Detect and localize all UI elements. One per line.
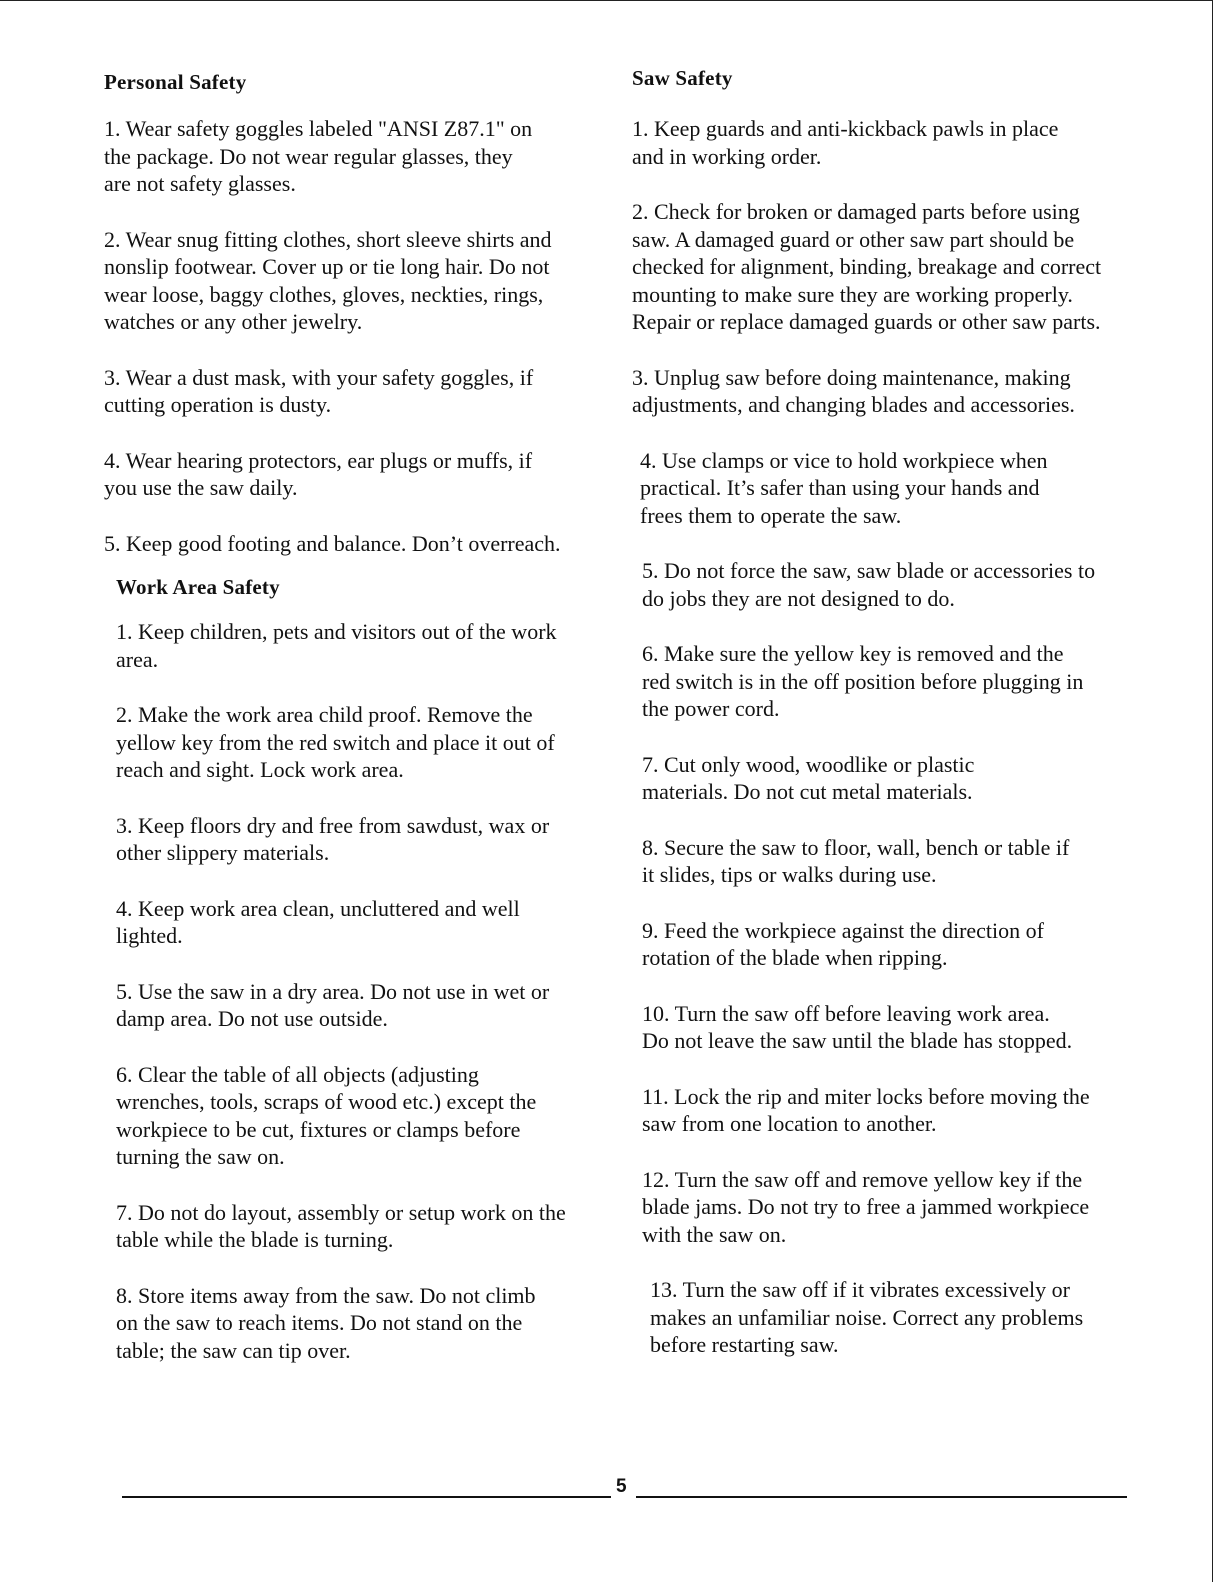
saw-item: 13. Turn the saw off if it vibrates excessively or makes an unfamiliar noise. Correct any problems before restarting saw. bbox=[650, 1277, 1084, 1357]
saw-item: 11. Lock the rip and miter locks before moving the saw from one location to another. bbox=[642, 1083, 1090, 1136]
saw-item: 9. Feed the workpiece against the direction of rotation of the blade when ripping. bbox=[642, 917, 1044, 970]
saw-item: 10. Turn the saw off before leaving work area. Do not leave the saw until the blade has stopped. bbox=[642, 1000, 1073, 1053]
saw-list bbox=[642, 557, 1132, 1359]
personal-item: 2. Wear snug fitting clothes, short sleeve shirts and nonslip footwear. Cover up or tie long hair. Do not wear loose, baggy clothes, gloves, neckties, rings, watches or any other jewelry. bbox=[104, 226, 552, 334]
work-item: 3. Keep floors dry and free from sawdust, wax or other slippery materials. bbox=[116, 812, 550, 865]
saw-item: 12. Turn the saw off and remove yellow key if the blade jams. Do not try to free a jammed workpiece with the saw on. bbox=[642, 1166, 1090, 1247]
footer-rule-right bbox=[636, 1496, 1127, 1498]
personal-item: 1. Wear safety goggles labeled "ANSI Z87.1" on the package. Do not wear regular glasses, they are not safety glasses. bbox=[104, 116, 533, 196]
saw-item: 5. Do not force the saw, saw blade or accessories to do jobs they are not designed to do. bbox=[642, 558, 1096, 611]
work-item: 6. Clear the table of all objects (adjusting wrenches, tools, scraps of wood etc.) except the workpiece to be cut, fixtures or clamps before turning the saw on. bbox=[116, 1061, 537, 1169]
saw-item: 7. Cut only wood, woodlike or plastic materials. Do not cut metal materials. bbox=[642, 751, 975, 804]
saw-item: 8. Secure the saw to floor, wall, bench or table if it slides, tips or walks during use. bbox=[642, 834, 1070, 887]
left-column bbox=[104, 70, 604, 1364]
work-item: 1. Keep children, pets and visitors out of the work area. bbox=[116, 619, 557, 672]
saw-item: 2. Check for broken or damaged parts before using saw. A damaged guard or other saw part should be checked for alignment, binding, breakage and correct mounting to make sure they are working properly. Repair or replace damaged guards or other saw parts. bbox=[632, 199, 1102, 334]
page-number: 5 bbox=[616, 1476, 627, 1497]
work-item: 2. Make the work area child proof. Remove the yellow key from the red switch and place it out of reach and sight. Lock work area. bbox=[116, 702, 555, 782]
work-area-safety-heading: Work Area Safety bbox=[116, 575, 280, 599]
saw-item: 6. Make sure the yellow key is removed and the red switch is in the off position before plugging in the power cord. bbox=[642, 641, 1084, 721]
right-column bbox=[632, 66, 1132, 1359]
work-item: 5. Use the saw in a dry area. Do not use in wet or damp area. Do not use outside. bbox=[116, 978, 550, 1031]
footer-rule-left bbox=[122, 1496, 611, 1498]
personal-item: 5. Keep good footing and balance. Don’t overreach. bbox=[104, 530, 561, 556]
work-item: 7. Do not do layout, assembly or setup work on the table while the blade is turning. bbox=[116, 1199, 566, 1252]
saw-item: 4. Use clamps or vice to hold workpiece when practical. It’s safer than using your hands and frees them to operate the saw. bbox=[640, 447, 1048, 528]
saw-item: 3. Unplug saw before doing maintenance, making adjustments, and changing blades and accessories. bbox=[632, 364, 1075, 417]
work-item: 8. Store items away from the saw. Do not climb on the saw to reach items. Do not stand on the table; the saw can tip over. bbox=[116, 1282, 536, 1363]
page-border-right bbox=[1212, 0, 1213, 1582]
work-area-list bbox=[116, 618, 604, 1364]
saw-safety-heading: Saw Safety bbox=[632, 66, 733, 90]
page-border-top bbox=[0, 0, 1212, 1]
work-item: 4. Keep work area clean, uncluttered and well lighted. bbox=[116, 895, 520, 948]
saw-item: 1. Keep guards and anti-kickback pawls in place and in working order. bbox=[632, 116, 1059, 169]
personal-safety-heading: Personal Safety bbox=[104, 70, 247, 94]
personal-item: 4. Wear hearing protectors, ear plugs or muffs, if you use the saw daily. bbox=[104, 447, 533, 500]
personal-item: 3. Wear a dust mask, with your safety goggles, if cutting operation is dusty. bbox=[104, 364, 534, 417]
